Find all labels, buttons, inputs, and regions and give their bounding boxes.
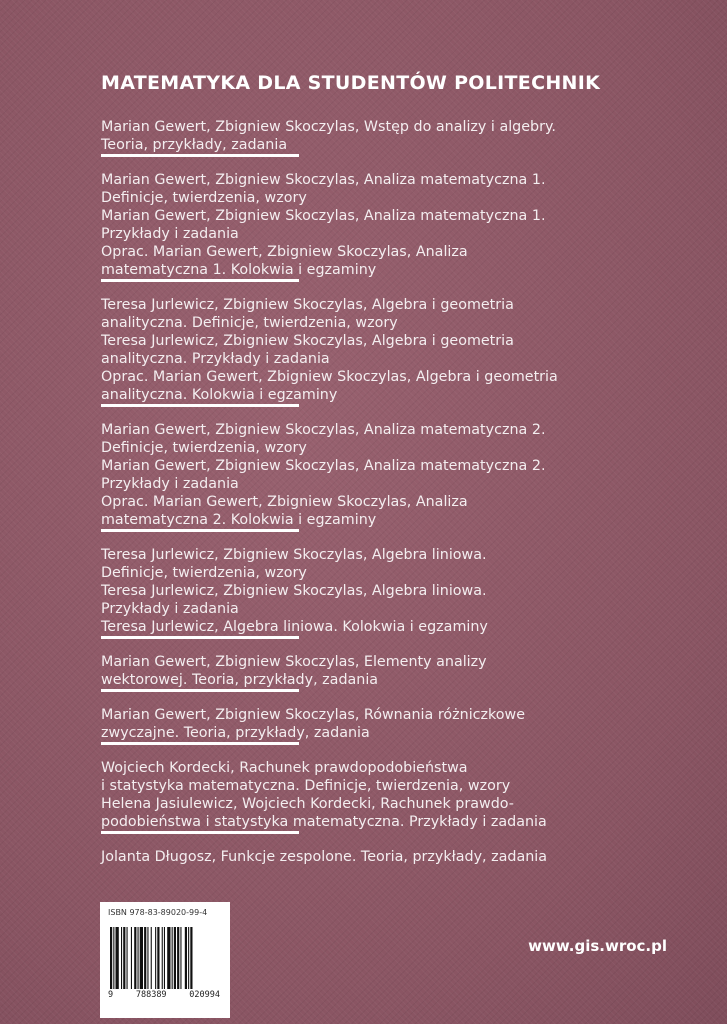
series-title: MATEMATYKA DLA STUDENTÓW POLITECHNIK	[101, 72, 601, 94]
barcode-bar	[188, 927, 189, 989]
book-entry-line: Definicje, twierdzenia, wzory	[101, 565, 307, 581]
barcode-bar	[138, 927, 139, 989]
book-entry-line: Wojciech Kordecki, Rachunek prawdopodobieństwa	[101, 760, 468, 776]
book-entry-line: analityczna. Przykłady i zadania	[101, 351, 330, 367]
book-group	[101, 421, 621, 546]
barcode-bar	[164, 927, 165, 989]
book-entry-line: analityczna. Definicje, twierdzenia, wzory	[101, 315, 398, 331]
book-entry-line: Przykłady i zadania	[101, 476, 239, 492]
isbn-label: ISBN 978-83-89020-99-4	[108, 908, 208, 917]
publisher-website: www.gis.wroc.pl	[528, 937, 667, 955]
book-entry-line: Teresa Jurlewicz, Zbigniew Skoczylas, Algebra liniowa.	[101, 583, 487, 599]
book-entry-line: Oprac. Marian Gewert, Zbigniew Skoczylas, Analiza	[101, 494, 468, 510]
book-entry-line: Oprac. Marian Gewert, Zbigniew Skoczylas, Analiza	[101, 244, 468, 260]
book-entry-line: Marian Gewert, Zbigniew Skoczylas, Wstęp do analizy i algebry.	[101, 119, 556, 135]
book-entry-line: analityczna. Kolokwia i egzaminy	[101, 387, 338, 403]
group-divider	[101, 404, 299, 407]
barcode-bar	[162, 927, 163, 989]
book-group	[101, 118, 621, 171]
barcode-bar	[110, 927, 112, 989]
book-group	[101, 546, 621, 653]
barcode-bar	[134, 927, 136, 989]
barcode-bar	[180, 927, 181, 989]
book-group	[101, 653, 621, 706]
barcode-digit-group-left: 788389	[135, 990, 167, 1000]
barcode-bar	[177, 927, 179, 989]
barcode-bar	[185, 927, 187, 989]
book-entry-line: Jolanta Długosz, Funkcje zespolone. Teoria, przykłady, zadania	[101, 849, 548, 865]
group-divider	[101, 689, 299, 692]
barcode-bar	[151, 927, 152, 989]
barcode-bar	[113, 927, 114, 989]
book-entry-line: Marian Gewert, Zbigniew Skoczylas, Analiza matematyczna 2.	[101, 458, 546, 474]
group-divider	[101, 154, 299, 157]
book-entry-line: Teresa Jurlewicz, Zbigniew Skoczylas, Algebra i geometria	[101, 333, 514, 349]
book-group	[101, 296, 621, 421]
book-group	[101, 848, 621, 872]
book-entry-line: i statystyka matematyczna. Definicje, twierdzenia, wzory	[101, 778, 511, 794]
barcode-bar	[140, 927, 143, 989]
book-entry-line: Teresa Jurlewicz, Zbigniew Skoczylas, Algebra liniowa.	[101, 547, 487, 563]
book-entry-line: Helena Jasiulewicz, Wojciech Kordecki, Rachunek prawdo-	[101, 796, 514, 812]
book-entry-line: Definicje, twierdzenia, wzory	[101, 190, 307, 206]
barcode-bar	[116, 927, 119, 989]
barcode-bar	[174, 927, 176, 989]
book-entry-line: Teresa Jurlewicz, Algebra liniowa. Kolokwia i egzaminy	[101, 619, 488, 635]
book-group	[101, 171, 621, 296]
barcode-digit-lead: 9	[108, 990, 114, 1000]
isbn-barcode-box	[100, 902, 230, 1018]
barcode-bar	[127, 927, 128, 989]
book-group	[101, 706, 621, 759]
book-entry-line: Marian Gewert, Zbigniew Skoczylas, Analiza matematyczna 2.	[101, 422, 546, 438]
group-divider	[101, 529, 299, 532]
book-list	[101, 118, 621, 872]
book-entry-line: Oprac. Marian Gewert, Zbigniew Skoczylas, Algebra i geometria	[101, 369, 558, 385]
book-entry-line: podobieństwa i statystyka matematyczna. Przykłady i zadania	[101, 814, 547, 830]
book-entry-line: Marian Gewert, Zbigniew Skoczylas, Analiza matematyczna 1.	[101, 172, 546, 188]
book-entry-line: Teresa Jurlewicz, Zbigniew Skoczylas, Algebra i geometria	[101, 297, 514, 313]
barcode-bar	[172, 927, 173, 989]
book-entry-line: Marian Gewert, Zbigniew Skoczylas, Analiza matematyczna 1.	[101, 208, 546, 224]
barcode-bar	[147, 927, 148, 989]
book-entry-line: matematyczna 2. Kolokwia i egzaminy	[101, 512, 377, 528]
barcode-bar	[167, 927, 170, 989]
book-entry-line: Teoria, przykłady, zadania	[101, 137, 288, 153]
barcode-bar	[190, 927, 192, 989]
book-entry-line: wektorowej. Teoria, przykłady, zadania	[101, 672, 379, 688]
barcode-bar	[123, 927, 125, 989]
book-group	[101, 759, 621, 848]
barcode-digits	[108, 990, 224, 1000]
book-entry-line: Marian Gewert, Zbigniew Skoczylas, Równania różniczkowe	[101, 707, 526, 723]
barcode-bar	[121, 927, 122, 989]
book-entry-line: Definicje, twierdzenia, wzory	[101, 440, 307, 456]
book-entry-line: Przykłady i zadania	[101, 601, 239, 617]
barcode-bar	[157, 927, 159, 989]
barcode-bar	[131, 927, 132, 989]
book-entry-line: zwyczajne. Teoria, przykłady, zadania	[101, 725, 370, 741]
book-entry-line: Marian Gewert, Zbigniew Skoczylas, Elementy analizy	[101, 654, 487, 670]
group-divider	[101, 279, 299, 282]
book-entry-line: Przykłady i zadania	[101, 226, 239, 242]
group-divider	[101, 636, 299, 639]
barcode-digit-group-right: 020994	[189, 990, 220, 1000]
barcode-bar	[155, 927, 156, 989]
barcode-image	[108, 927, 222, 989]
group-divider	[101, 831, 299, 834]
book-entry-line: matematyczna 1. Kolokwia i egzaminy	[101, 262, 377, 278]
barcode-bar	[144, 927, 146, 989]
group-divider	[101, 742, 299, 745]
